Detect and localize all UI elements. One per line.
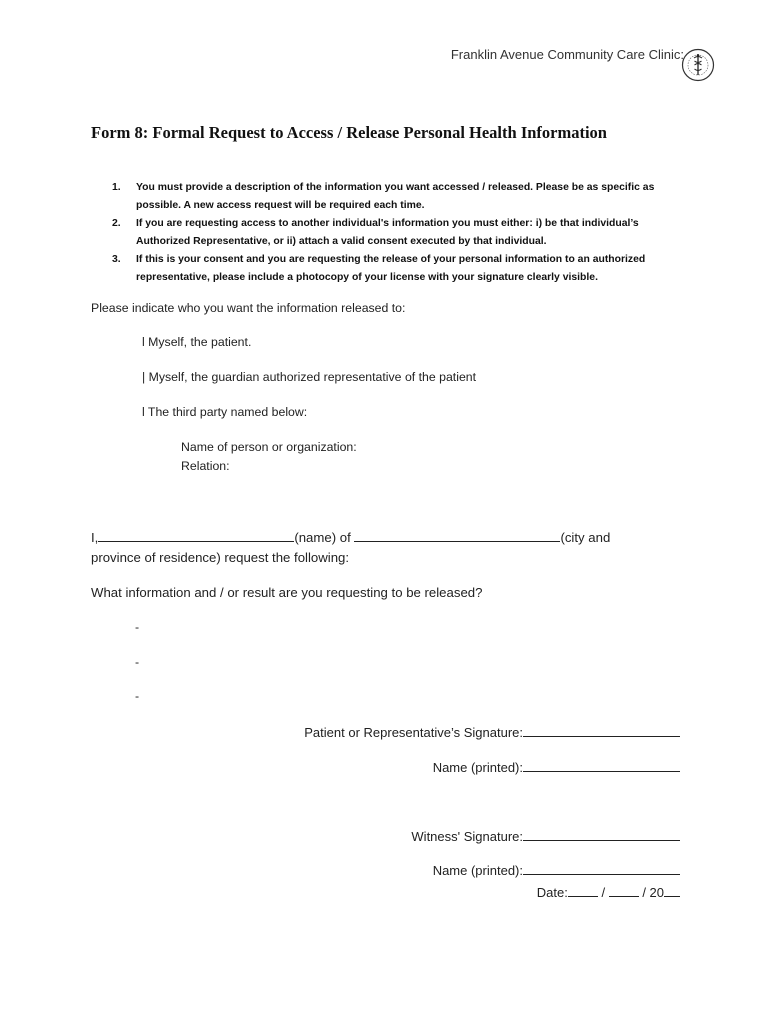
date-row: [537, 883, 680, 900]
date-year-field[interactable]: [664, 883, 680, 897]
declaration-name-label: (name) of: [294, 530, 351, 545]
patient-signature-field[interactable]: [523, 723, 680, 737]
patient-name-field[interactable]: [523, 758, 680, 772]
declaration-prefix: I,: [91, 530, 99, 545]
declaration-line: [91, 528, 610, 545]
date-label: Date:: [536, 885, 568, 900]
clinic-logo-icon: [681, 48, 715, 82]
witness-signature-row: [411, 827, 680, 844]
date-month-field[interactable]: [609, 883, 639, 897]
release-prompt: Please indicate who you want the information released to:: [91, 301, 406, 315]
declaration-city-label: (city and: [560, 530, 611, 545]
request-item-dash[interactable]: -: [135, 620, 140, 634]
instruction-number: 1.: [112, 182, 121, 193]
witness-name-row: [433, 861, 680, 878]
instruction-item: [110, 215, 682, 251]
date-year-prefix: / 20: [642, 885, 664, 900]
instruction-item: [110, 179, 682, 215]
patient-name-label: Name (printed):: [432, 760, 523, 775]
third-party-relation-label: Relation:: [181, 459, 230, 473]
declaration-line-2: province of residence) request the following:: [91, 550, 350, 565]
request-item-dash[interactable]: -: [135, 655, 140, 669]
witness-name-label: Name (printed):: [432, 863, 523, 878]
instructions-list: [110, 179, 682, 287]
witness-signature-field[interactable]: [523, 827, 680, 841]
instruction-line: representative, please include a photocopy of your license with your signature clearly visible.: [136, 272, 598, 283]
instruction-line: possible. A new access request will be required each time.: [136, 200, 425, 211]
patient-signature-row: [304, 723, 680, 740]
instruction-number: 2.: [112, 218, 121, 229]
instruction-line: If you are requesting access to another individual's information you must either: i) be that individual’s: [136, 218, 639, 229]
instruction-line: You must provide a description of the information you want accessed / released. Please be as specific as: [136, 182, 655, 193]
patient-signature-label: Patient or Representative’s Signature:: [304, 725, 523, 740]
witness-signature-label: Witness' Signature:: [411, 829, 523, 844]
witness-name-field[interactable]: [523, 861, 680, 875]
option-myself-patient[interactable]: l Myself, the patient.: [142, 335, 252, 349]
information-question: What information and / or result are you requesting to be released?: [91, 585, 483, 600]
instruction-number: 3.: [112, 254, 121, 265]
date-day-field[interactable]: [568, 883, 598, 897]
instruction-line: Authorized Representative, or ii) attach a valid consent executed by that individual.: [136, 236, 547, 247]
clinic-name: Franklin Avenue Community Care Clinic:: [450, 47, 684, 62]
date-separator: /: [601, 885, 606, 900]
instruction-item: [110, 251, 682, 287]
patient-name-row: [433, 758, 680, 775]
name-blank-field[interactable]: [98, 528, 294, 542]
city-blank-field[interactable]: [354, 528, 560, 542]
request-item-dash[interactable]: -: [135, 689, 140, 703]
option-guardian-representative[interactable]: | Myself, the guardian authorized representative of the patient: [142, 370, 477, 384]
form-title: Form 8: Formal Request to Access / Release Personal Health Information: [91, 123, 607, 142]
option-third-party[interactable]: l The third party named below:: [142, 405, 308, 419]
instruction-line: If this is your consent and you are requesting the release of your personal information to an authorized: [136, 254, 646, 265]
third-party-name-label: Name of person or organization:: [181, 440, 357, 454]
